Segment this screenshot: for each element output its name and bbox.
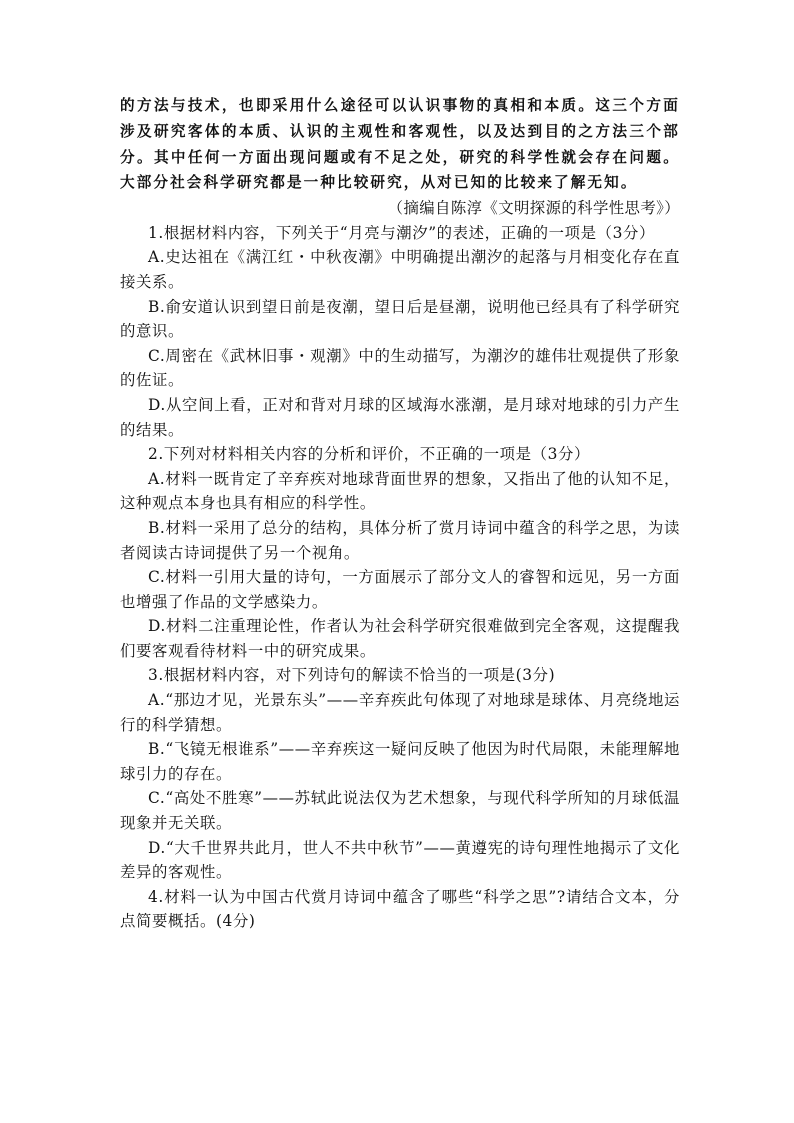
document-page bbox=[120, 93, 680, 934]
option-c: C.周密在《武林旧事・观潮》中的生动描写，为潮汐的雄伟壮观提供了形象的佐证。 bbox=[120, 346, 680, 390]
question-stem: 3.根据材料内容，对下列诗句的解读不恰当的一项是(3分) bbox=[148, 666, 556, 685]
option-a: A.材料一既肯定了辛弃疾对地球背面世界的想象，又指出了他的认知不足，这种观点本身也具有相应的科学性。 bbox=[120, 469, 680, 513]
option-b: B.俞安道认识到望日前是夜潮，望日后是昼潮，说明他已经具有了科学研究的意识。 bbox=[120, 297, 680, 341]
option-d: D.材料二注重理论性，作者认为社会科学研究很难做到完全客观，这提醒我们要客观看待材料一中的研究成果。 bbox=[120, 617, 680, 660]
question-1 bbox=[120, 221, 680, 442]
source-citation: （摘编自陈淳《文明探源的科学性思考》） bbox=[387, 199, 680, 218]
question-3 bbox=[120, 663, 680, 884]
question-stem: 2.下列对材料相关内容的分析和评价，不正确的一项是（3分） bbox=[148, 445, 591, 464]
option-c: C.“高处不胜寒”——苏轼此说法仅为艺术想象，与现代科学所知的月球低温现象并无关联。 bbox=[120, 789, 680, 833]
option-d: D.“大千世界共此月，世人不共中秋节”——黄遵宪的诗句理性地揭示了文化差异的客观性。 bbox=[120, 838, 680, 882]
option-a: A.“那边才见，光景东头”——辛弃疾此句体现了对地球是球体、月亮绕地运行的科学猜想。 bbox=[120, 691, 680, 734]
option-b: B.材料一采用了总分的结构，具体分析了赏月诗词中蕴含的科学之思，为读者阅读古诗词提供了另一个视角。 bbox=[120, 518, 680, 562]
option-c: C.材料一引用大量的诗句，一方面展示了部分文人的睿智和远见，另一方面也增强了作品的文学感染力。 bbox=[120, 568, 680, 611]
question-4 bbox=[120, 885, 680, 934]
option-b: B.“飞镜无根谁系”——辛弃疾这一疑问反映了他因为时代局限，未能理解地球引力的存在。 bbox=[120, 740, 680, 783]
option-a: A.史达祖在《满江红・中秋夜潮》中明确提出潮汐的起落与月相变化存在直接关系。 bbox=[120, 248, 680, 291]
intro-paragraph: 的方法与技术，也即采用什么途径可以认识事物的真相和本质。这三个方面涉及研究客体的本质、认识的主观性和客观性，以及达到目的之方法三个部分。其中任何一方面出现问题或有不足之处，研究的科学性就会存在问题。大部分社会科学研究都是一种比较研究，从对已知的比较来了解无知。 bbox=[120, 97, 680, 192]
question-stem: 4.材料一认为中国古代赏月诗词中蕴含了哪些“科学之思”?请结合文本，分点简要概括。(4分) bbox=[120, 887, 680, 931]
option-d: D.从空间上看，正对和背对月球的区域海水涨潮，是月球对地球的引力产生的结果。 bbox=[120, 395, 680, 439]
question-2 bbox=[120, 442, 680, 663]
question-stem: 1.根据材料内容，下列关于“月亮与潮汐”的表述，正确的一项是（3分） bbox=[148, 223, 655, 242]
